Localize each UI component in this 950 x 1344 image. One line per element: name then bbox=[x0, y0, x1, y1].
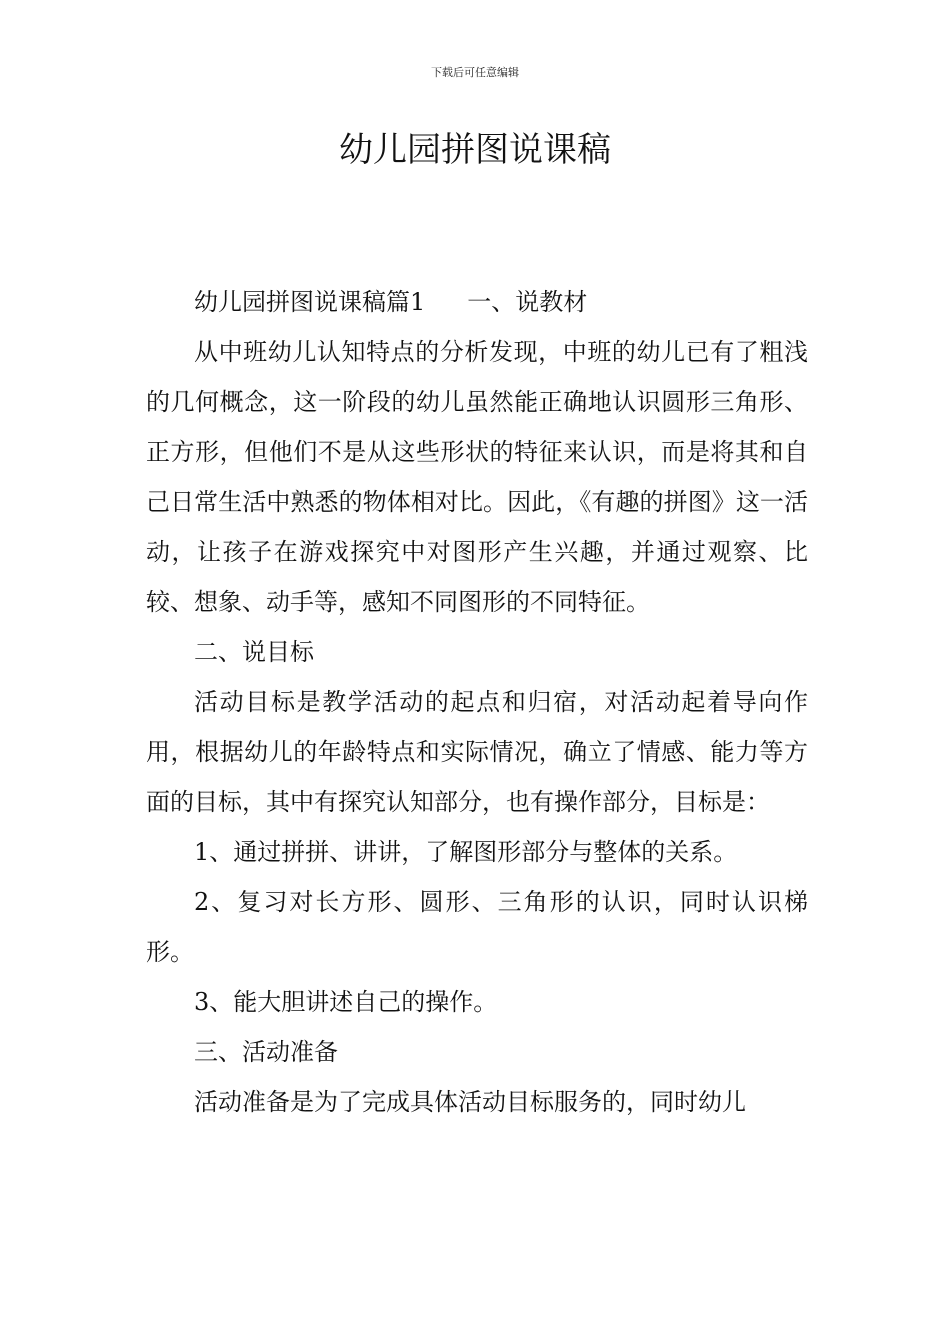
goal-item-1: 1、通过拼拼、讲讲，了解图形部分与整体的关系。 bbox=[194, 838, 738, 866]
article-label: 幼儿园拼图说课稿篇1 bbox=[194, 288, 426, 316]
paragraph-goals-intro: 活动目标是教学活动的起点和归宿，对活动起着导向作用，根据幼儿的年龄特点和实际情况，确立了情感、能力等方面的目标，其中有探究认知部分，也有操作部分，目标是： bbox=[146, 688, 808, 816]
paragraph-textbook-analysis: 从中班幼儿认知特点的分析发现，中班的幼儿已有了粗浅的几何概念，这一阶段的幼儿虽然能正确地认识圆形三角形、正方形，但他们不是从这些形状的特征来认识，而是将其和自己日常生活中熟悉的物体相对比。因此，《有趣的拼图》这一活动，让孩子在游戏探究中对图形产生兴趣，并通过观察、比较、想象、动手等，感知不同图形的不同特征。 bbox=[146, 338, 808, 616]
document-title: 幼儿园拼图说课稿 bbox=[339, 130, 611, 170]
paragraph-preparation: 活动准备是为了完成具体活动目标服务的，同时幼儿 bbox=[194, 1088, 746, 1116]
goal-item-2: 2、复习对长方形、圆形、三角形的认识，同时认识梯形。 bbox=[146, 888, 808, 966]
document-body bbox=[146, 277, 808, 1127]
section-heading-textbook: 一、说教材 bbox=[467, 288, 588, 316]
section-heading-paragraph bbox=[146, 277, 808, 327]
section-heading-goals: 二、说目标 bbox=[194, 638, 314, 666]
section-heading-preparation: 三、活动准备 bbox=[194, 1038, 338, 1066]
goal-item-3: 3、能大胆讲述自己的操作。 bbox=[194, 988, 498, 1016]
header-note: 下载后可任意编辑 bbox=[431, 66, 519, 79]
